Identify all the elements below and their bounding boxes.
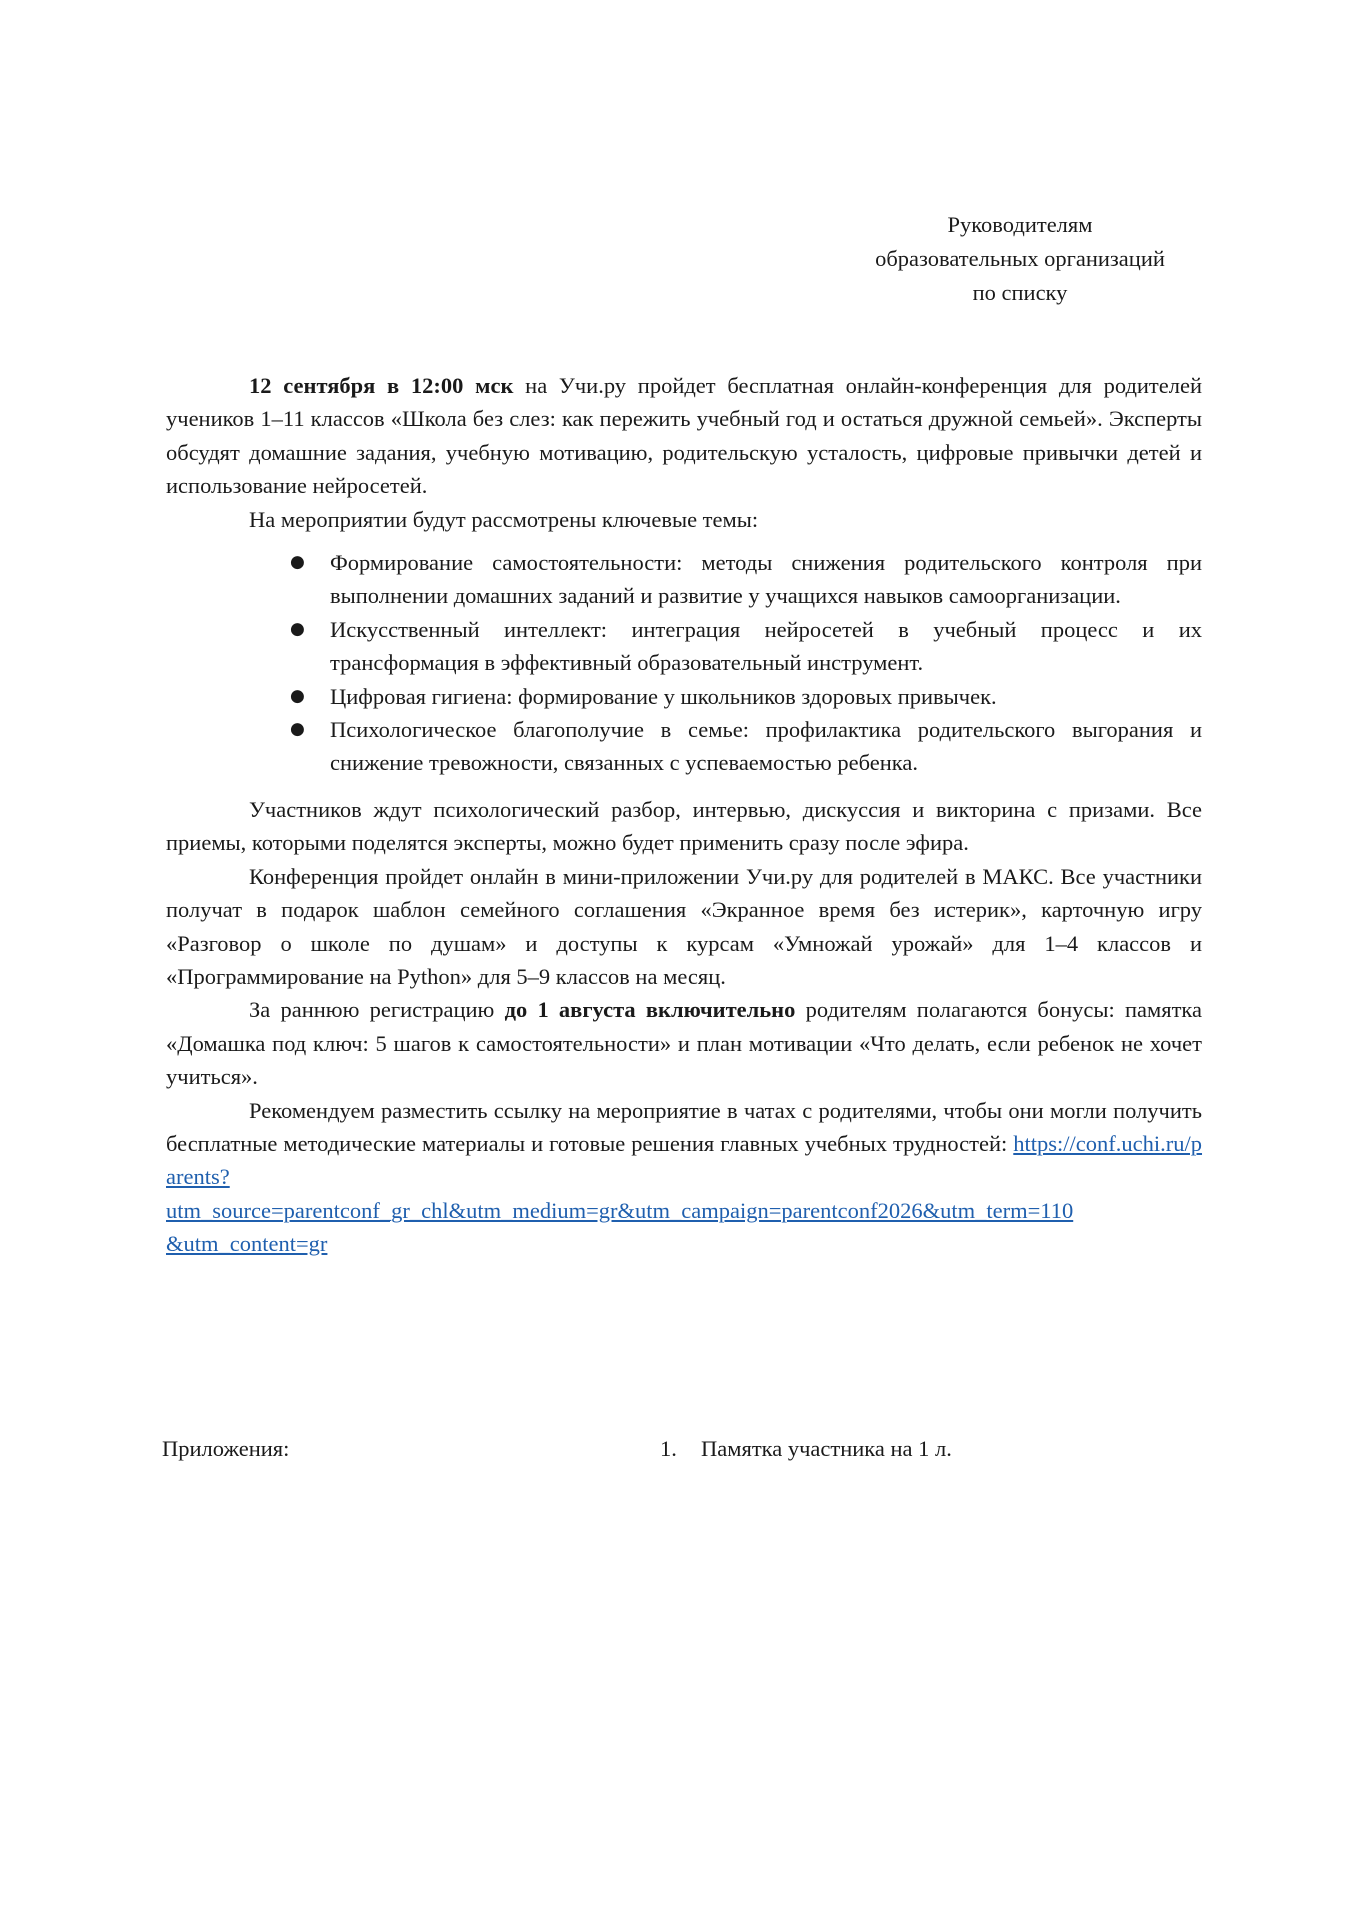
attachment-item (660, 1432, 952, 1466)
topics-list (166, 546, 1202, 780)
addressee-block (840, 208, 1200, 310)
gifts-paragraph: Конференция пройдет онлайн в мини-приложении Учи.ру для родителей в МАКС. Все участники получат в подарок шаблон семейного соглашения «Экранное время без истерик», карточную игру «Разговор о школе по душам» и доступы к курсам «Умножай урожай» для 1–4 классов и «Программирование на Python» для 5–9 классов на месяц. (166, 863, 1202, 989)
topics-intro: На мероприятии будут рассмотрены ключевые темы: (249, 506, 759, 532)
attachment-title: Памятка участника на 1 л. (701, 1436, 952, 1461)
topic-item: ● Искусственный интеллект: интеграция нейросетей в учебный процесс и их трансформация в эффективный образовательный инструмент. (330, 613, 1202, 680)
addressee-line: по списку (972, 280, 1068, 305)
early-registration-paragraph (166, 993, 1202, 1093)
addressee-line: Руководителям (947, 212, 1093, 237)
intro-text: на Учи.ру пройдет бесплатная онлайн-конференция для родителей учеников 1–11 классов «Школа без слез: как пережить учебный год и остаться дружной семьей». Эксперты обсудят домашние задания, учебную мотивацию, родительскую усталость, цифровые привычки детей и использование нейросетей. (166, 373, 1203, 499)
intro-paragraph (166, 369, 1202, 503)
letter-body (166, 369, 1202, 1261)
event-link-part-3[interactable]: &utm_content=gr (166, 1231, 328, 1257)
attachment-number: 1. (660, 1436, 677, 1461)
early-text-after: родителям полагаются бонусы: памятка «Домашка под ключ: 5 шагов к самостоятельности» и план мотивации «Что делать, если ребенок не хочет учиться». (166, 997, 1202, 1090)
addressee-line: образовательных организаций (875, 246, 1165, 271)
event-link-part-1[interactable]: https://conf.uchi.ru/parents? (166, 1130, 1203, 1190)
recommend-paragraph (166, 1094, 1202, 1194)
attachments-label: Приложения: (162, 1436, 290, 1461)
attachments-list (660, 1432, 952, 1466)
program-paragraph: Участников ждут психологический разбор, интервью, дискуссия и викторина с призами. Все приемы, которыми поделятся эксперты, можно будет применить сразу после эфира. (166, 796, 1202, 856)
event-date: 12 сентября в 12:00 мск (249, 373, 514, 398)
recommend-text: Рекомендуем разместить ссылку на мероприятие в чатах с родителями, чтобы они могли получить бесплатные методические материалы и готовые решения главных учебных трудностей: (166, 1097, 1202, 1156)
topic-item: ● Психологическое благополучие в семье: профилактика родительского выгорания и снижение тревожности, связанных с успеваемостью ребенка. (330, 713, 1202, 780)
event-link-part-2[interactable]: utm_source=parentconf_gr_chl&utm_medium=gr&utm_campaign=parentconf2026&utm_term=110 (166, 1197, 1074, 1223)
event-link-continuation (166, 1194, 1202, 1227)
topic-item: ● Цифровая гигиена: формирование у школьников здоровых привычек. (330, 680, 1202, 713)
early-deadline: до 1 августа включительно (504, 997, 796, 1023)
topic-item: ● Формирование самостоятельности: методы снижения родительского контроля при выполнении домашних заданий и развитие у учащихся навыков самоорганизации. (330, 546, 1202, 613)
early-text-before: За раннюю регистрацию (249, 997, 505, 1023)
event-link-continuation (166, 1227, 1202, 1260)
